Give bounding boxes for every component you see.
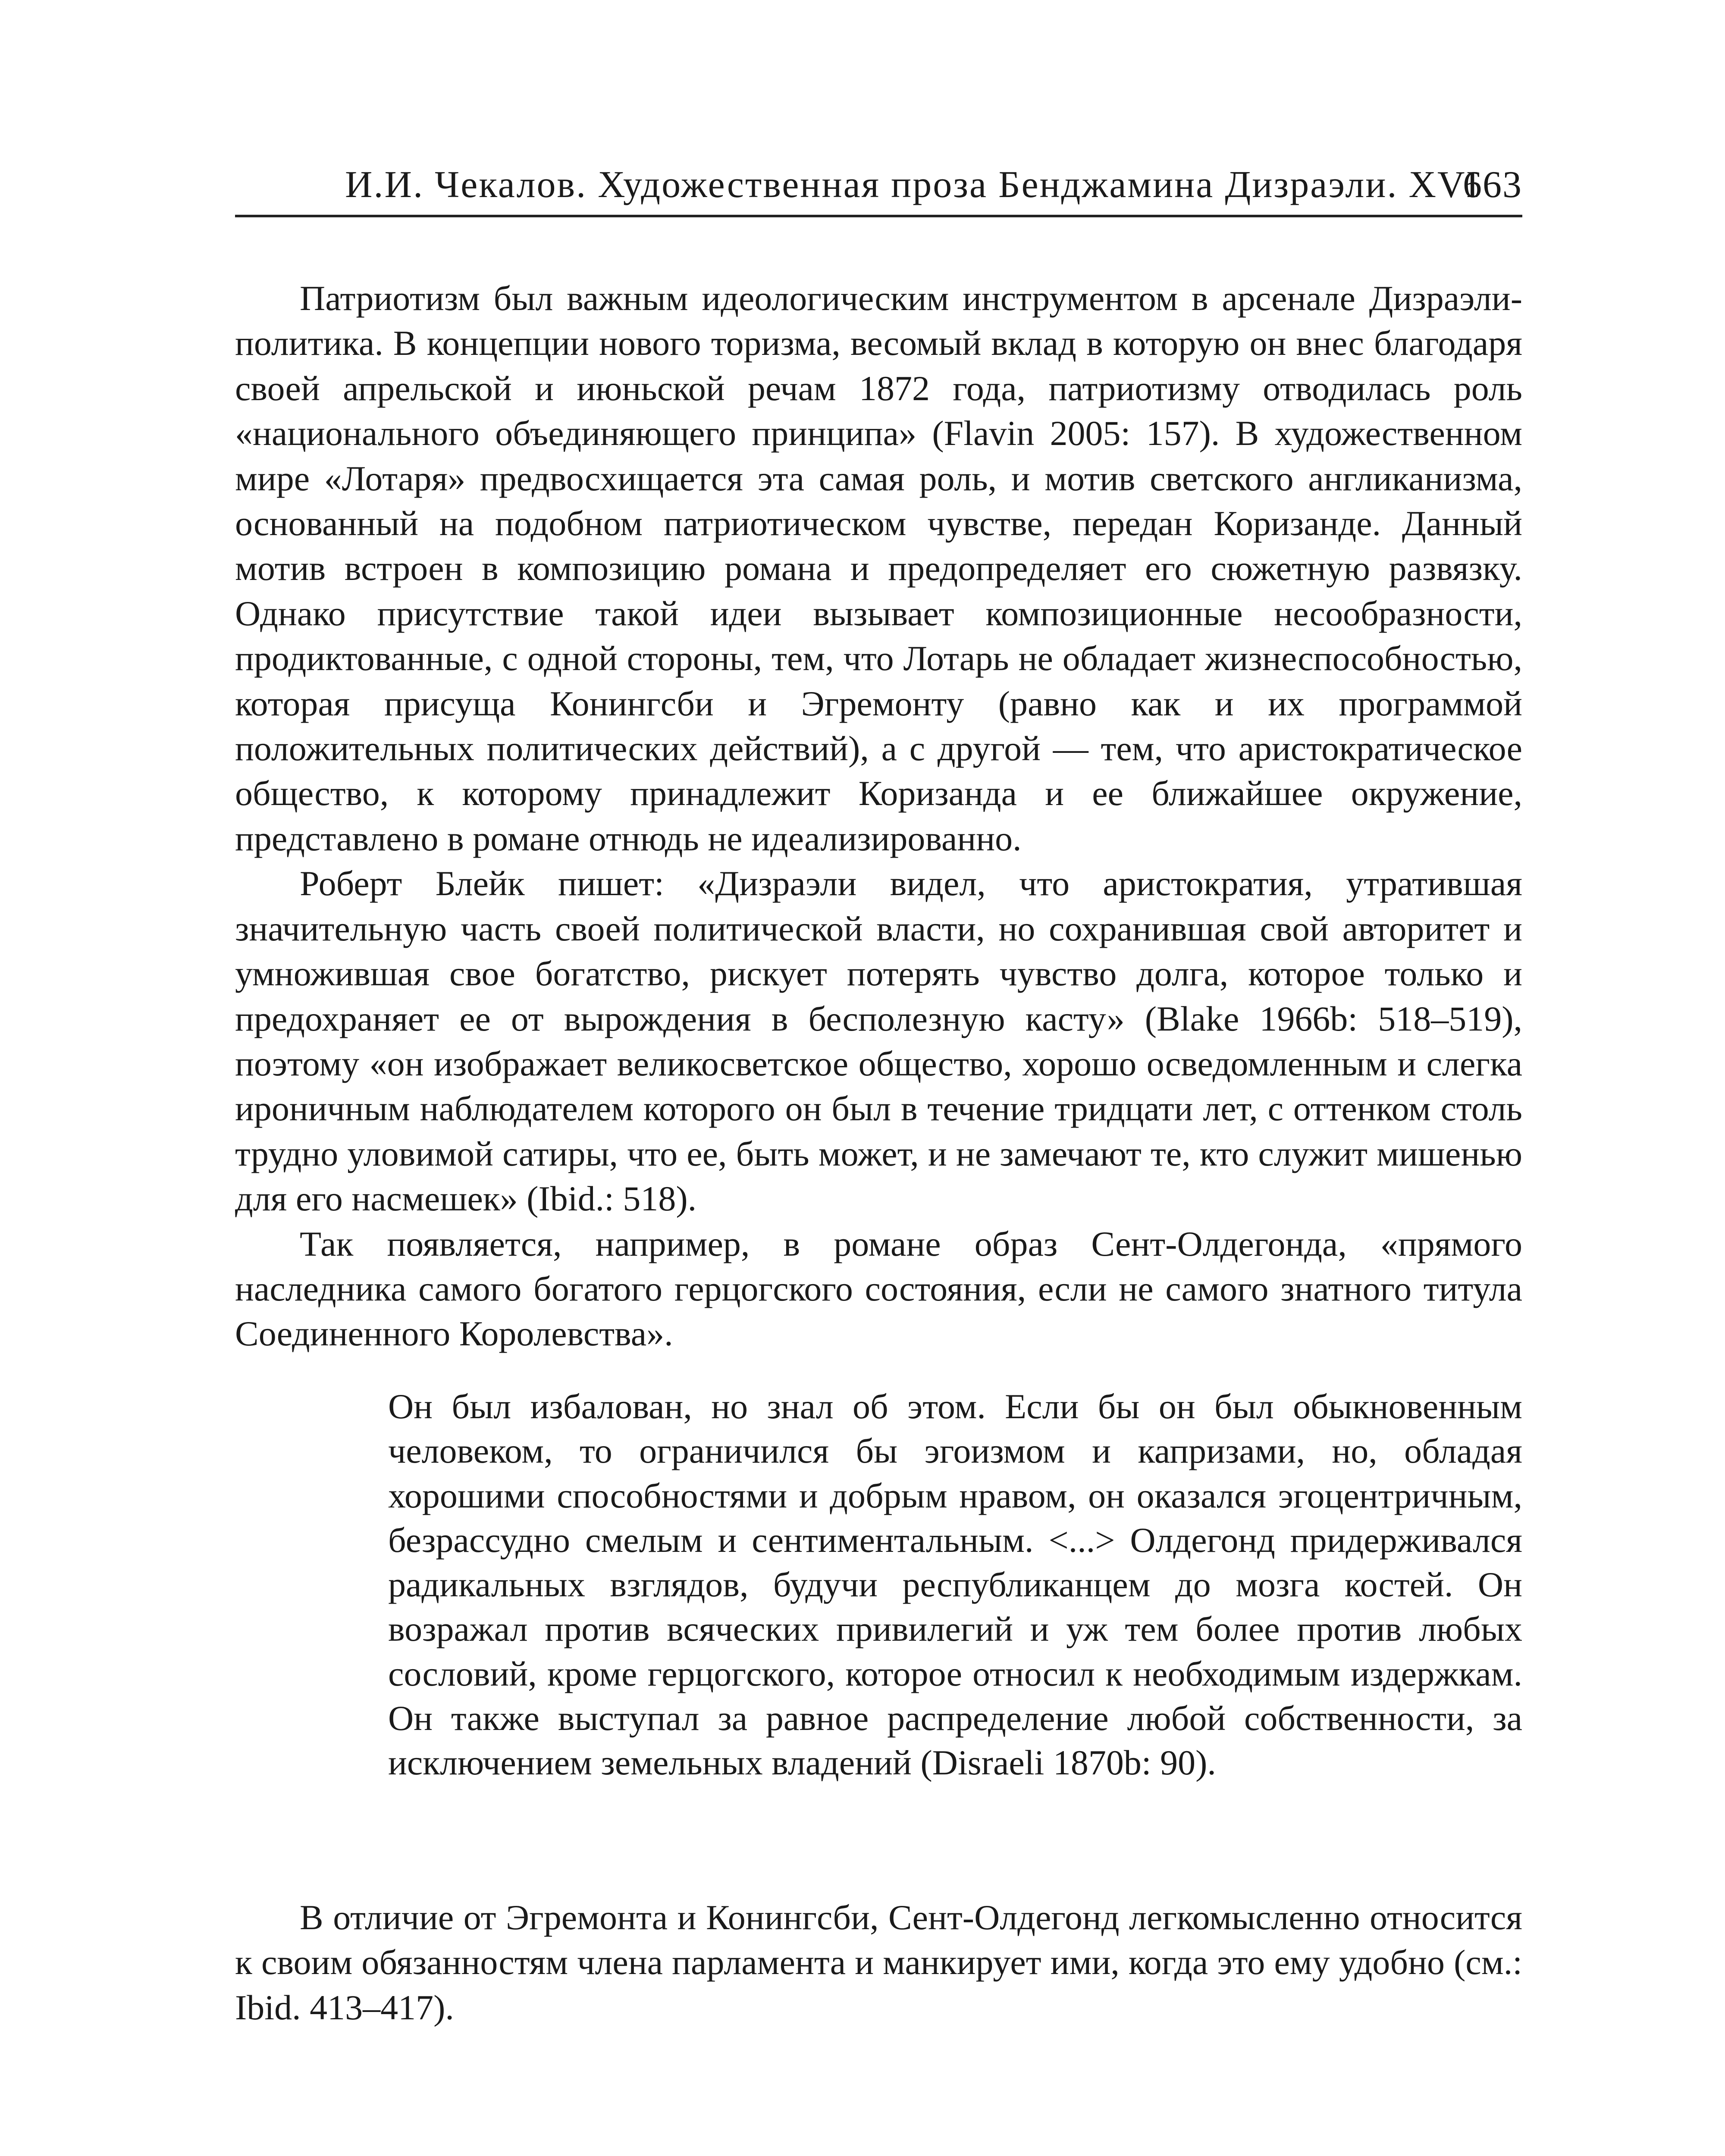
- block-quote: [388, 1384, 1522, 1785]
- body-paragraph: В отличие от Эгремонта и Конингсби, Сент-Олдегонд легкомысленно относится к своим обязанностям члена парламента и манкирует ими, когда это ему удобно (см.: Ibid. 413–417).: [235, 1898, 1522, 2027]
- page-number: 663: [1463, 164, 1522, 206]
- running-header: [235, 163, 1522, 217]
- running-title: И.И. Чекалов. Художественная проза Бенджамина Дизраэли. XVI: [345, 164, 1480, 206]
- quote-text: Он был избалован, но знал об этом. Если бы он был обыкновенным человеком, то ограничился бы эгоизмом и капризами, но, обладая хорошими способностями и добрым нравом, он оказался эгоцентричным, безрассудно смелым и сентиментальным. <...> Олдегонд придерживался радикальных взглядов, будучи республиканцем до мозга костей. Он возражал против всяческих привилегий и уж тем более против любых сословий, кроме герцогского, которое относил к необходимым издержкам. Он также выступал за равное распределение любой собственности, за исключением земельных владений (Disraeli 1870b: 90).: [388, 1387, 1522, 1783]
- body-paragraph: Так появляется, например, в романе образ Сент-Олдегонда, «прямого наследника самого богатого герцогского состояния, если не самого знатного титула Соединенного Королевства».: [235, 1224, 1522, 1354]
- closing-text-block: [235, 1895, 1522, 2030]
- main-text-block: [235, 276, 1522, 1357]
- body-paragraph: Патриотизм был важным идеологическим инструментом в арсенале Дизраэли-политика. В концепции нового торизма, весомый вклад в которую он внес благодаря своей апрельской и июньской речам 1872 года, патриотизму отводилась роль «национального объединяющего принципа» (Flavin 2005: 157). В художественном мире «Лотаря» предвосхищается эта самая роль, и мотив светского англиканизма, основанный на подобном патриотическом чувстве, передан Коризанде. Данный мотив встроен в композицию романа и предопределяет его сюжетную развязку. Однако присутствие такой идеи вызывает композиционные несообразности, продиктованные, с одной стороны, тем, что Лотарь не обладает жизнеспособностью, которая присуща Конингсби и Эгремонту (равно как и их программой положительных политических действий), а с другой — тем, что аристократическое общество, к которому принадлежит Коризанда и ее ближайшее окружение, представлено в романе отнюдь не идеализированно.: [235, 279, 1522, 858]
- body-paragraph: Роберт Блейк пишет: «Дизраэли видел, что аристократия, утратившая значительную часть своей политической власти, но сохранившая свой авторитет и умножившая свое богатство, рискует потерять чувство долга, которое только и предохраняет ее от вырождения в бесполезную касту» (Blake 1966b: 518–519), поэтому «он изображает великосветское общество, хорошо осведомленным и слегка ироничным наблюдателем которого он был в течение тридцати лет, с оттенком столь трудно уловимой сатиры, что ее, быть может, и не замечают те, кто служит мишенью для его насмешек» (Ibid.: 518).: [235, 864, 1522, 1219]
